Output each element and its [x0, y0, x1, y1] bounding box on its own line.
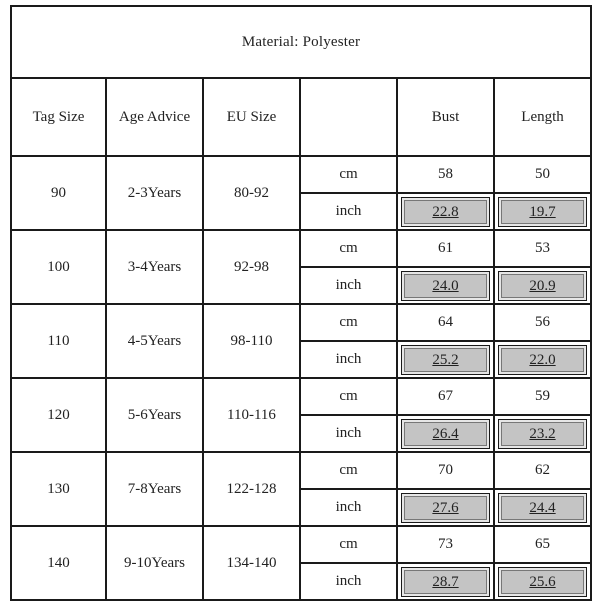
eu-size-cell: 110-116 — [203, 378, 300, 452]
tag-size-cell: 90 — [11, 156, 106, 230]
size-row-cm — [11, 230, 591, 267]
length-inch-cell — [494, 341, 591, 378]
bust-inch-value: 24.0 — [401, 271, 490, 301]
age-advice-cell: 7-8Years — [106, 452, 203, 526]
tag-size-cell: 120 — [11, 378, 106, 452]
length-inch-cell — [494, 193, 591, 230]
length-inch-value: 23.2 — [498, 419, 587, 449]
length-inch-cell — [494, 563, 591, 600]
bust-inch-cell — [397, 341, 494, 378]
age-advice-cell: 4-5Years — [106, 304, 203, 378]
bust-inch-value: 22.8 — [401, 197, 490, 227]
size-row-cm — [11, 304, 591, 341]
tag-size-cell: 140 — [11, 526, 106, 600]
unit-cm-label: cm — [300, 378, 397, 415]
size-table — [10, 5, 592, 601]
size-row-cm — [11, 156, 591, 193]
eu-size-cell: 80-92 — [203, 156, 300, 230]
size-row-cm — [11, 452, 591, 489]
bust-cm-cell: 58 — [397, 156, 494, 193]
length-cm-cell: 59 — [494, 378, 591, 415]
unit-cm-label: cm — [300, 526, 397, 563]
eu-size-cell: 122-128 — [203, 452, 300, 526]
length-cm-cell: 65 — [494, 526, 591, 563]
size-chart — [10, 5, 590, 597]
size-row-cm — [11, 378, 591, 415]
age-advice-cell: 2-3Years — [106, 156, 203, 230]
tag-size-cell: 130 — [11, 452, 106, 526]
bust-cm-cell: 70 — [397, 452, 494, 489]
length-cm-cell: 56 — [494, 304, 591, 341]
unit-cm-label: cm — [300, 230, 397, 267]
unit-inch-label: inch — [300, 415, 397, 452]
unit-cm-label: cm — [300, 304, 397, 341]
length-cm-cell: 62 — [494, 452, 591, 489]
age-advice-cell: 5-6Years — [106, 378, 203, 452]
bust-cm-cell: 67 — [397, 378, 494, 415]
tag-size-cell: 100 — [11, 230, 106, 304]
unit-inch-label: inch — [300, 267, 397, 304]
unit-inch-label: inch — [300, 193, 397, 230]
bust-inch-cell — [397, 415, 494, 452]
age-advice-cell: 3-4Years — [106, 230, 203, 304]
header-row — [11, 78, 591, 156]
length-inch-cell — [494, 267, 591, 304]
eu-size-cell: 92-98 — [203, 230, 300, 304]
header-bust: Bust — [397, 78, 494, 156]
length-cm-cell: 53 — [494, 230, 591, 267]
bust-inch-value: 28.7 — [401, 567, 490, 597]
length-inch-value: 24.4 — [498, 493, 587, 523]
unit-inch-label: inch — [300, 563, 397, 600]
length-inch-cell — [494, 489, 591, 526]
length-inch-value: 19.7 — [498, 197, 587, 227]
bust-inch-value: 27.6 — [401, 493, 490, 523]
chart-title: Material: Polyester — [11, 6, 591, 78]
bust-inch-value: 26.4 — [401, 419, 490, 449]
header-unit — [300, 78, 397, 156]
length-cm-cell: 50 — [494, 156, 591, 193]
eu-size-cell: 134-140 — [203, 526, 300, 600]
bust-inch-cell — [397, 267, 494, 304]
age-advice-cell: 9-10Years — [106, 526, 203, 600]
bust-cm-cell: 61 — [397, 230, 494, 267]
unit-inch-label: inch — [300, 341, 397, 378]
header-tag-size: Tag Size — [11, 78, 106, 156]
length-inch-cell — [494, 415, 591, 452]
bust-inch-value: 25.2 — [401, 345, 490, 375]
eu-size-cell: 98-110 — [203, 304, 300, 378]
bust-inch-cell — [397, 489, 494, 526]
bust-cm-cell: 73 — [397, 526, 494, 563]
header-age-advice: Age Advice — [106, 78, 203, 156]
header-eu-size: EU Size — [203, 78, 300, 156]
length-inch-value: 22.0 — [498, 345, 587, 375]
unit-cm-label: cm — [300, 156, 397, 193]
length-inch-value: 25.6 — [498, 567, 587, 597]
bust-inch-cell — [397, 563, 494, 600]
header-length: Length — [494, 78, 591, 156]
unit-inch-label: inch — [300, 489, 397, 526]
unit-cm-label: cm — [300, 452, 397, 489]
length-inch-value: 20.9 — [498, 271, 587, 301]
bust-cm-cell: 64 — [397, 304, 494, 341]
bust-inch-cell — [397, 193, 494, 230]
size-row-cm — [11, 526, 591, 563]
tag-size-cell: 110 — [11, 304, 106, 378]
